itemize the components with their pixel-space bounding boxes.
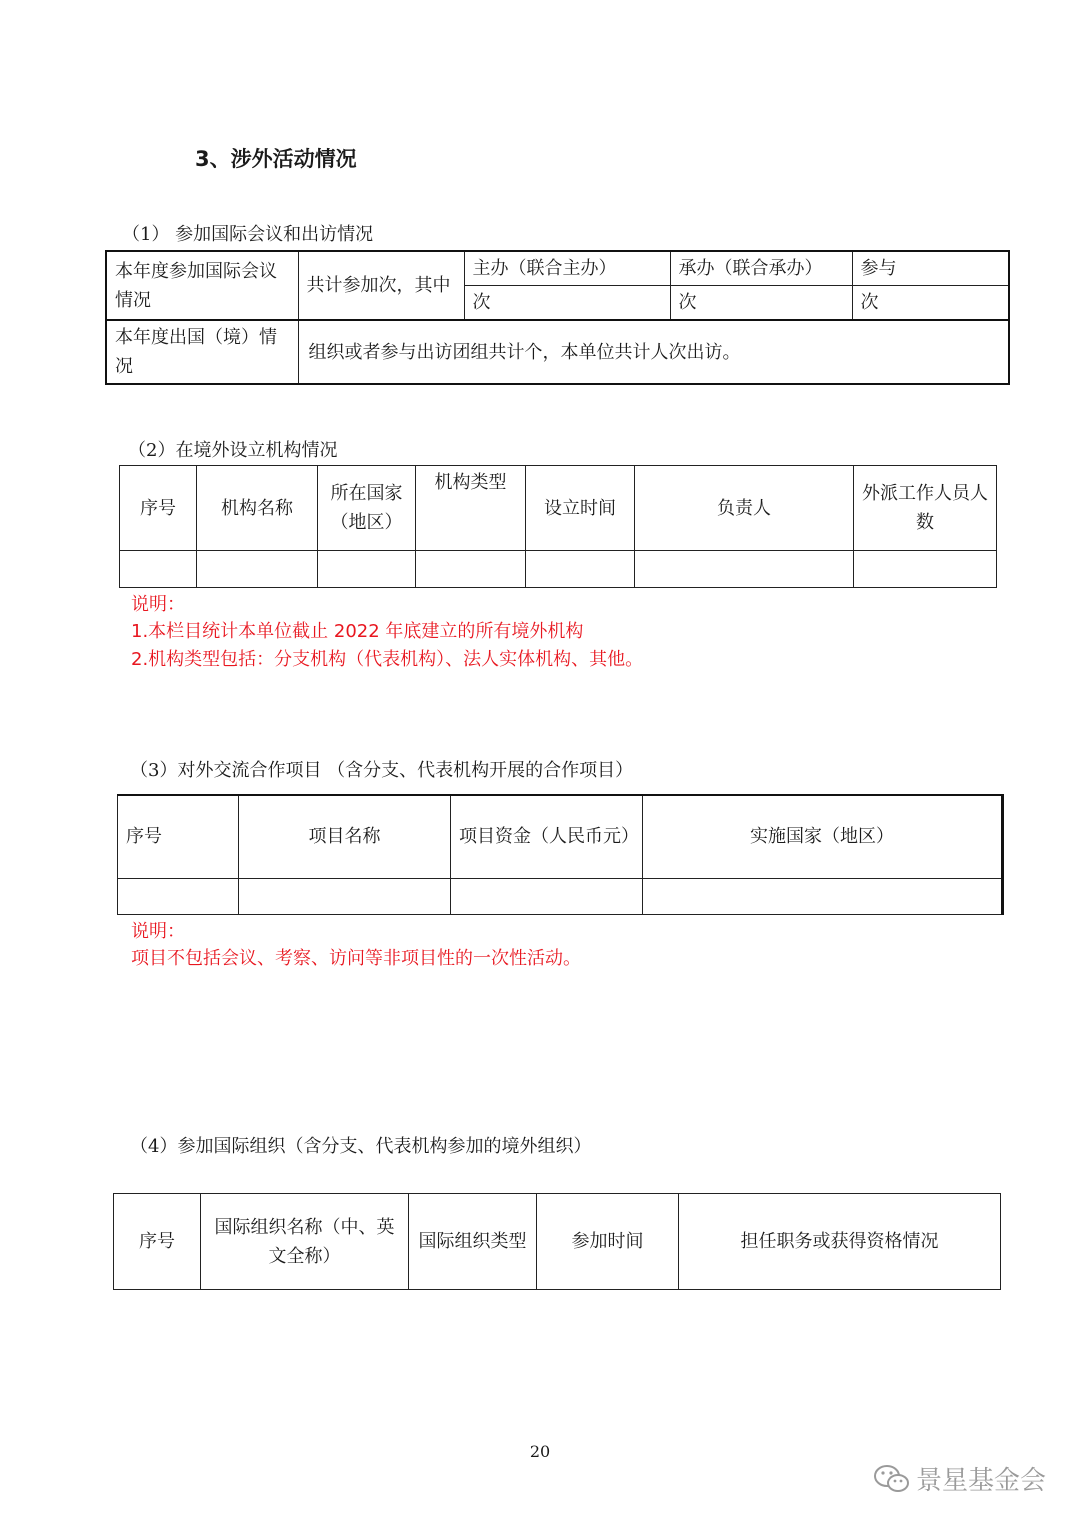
cooperation-project-table	[117, 794, 1004, 915]
table-header: 负责人	[635, 466, 854, 551]
s4-title: （4）参加国际组织（含分支、代表机构参加的境外组织）	[130, 1136, 592, 1157]
table-header: 参加时间	[537, 1194, 679, 1290]
wechat-icon	[872, 1462, 912, 1496]
empty-cell	[643, 878, 1003, 914]
visit-text: 组织或者参与出访团组共计个，本单位共计人次出访。	[298, 320, 1009, 384]
visit-label: 本年度出国（境）情况	[106, 320, 298, 384]
table-header: 国际组织名称（中、英文全称）	[201, 1194, 409, 1290]
meeting-total: 共计参加次，其中	[298, 251, 464, 320]
s2-note-1: 1.本栏目统计本单位截止 2022 年底建立的所有境外机构	[131, 621, 584, 642]
international-org-table	[113, 1193, 1001, 1290]
section-title: 3、涉外活动情况	[195, 147, 357, 171]
meeting-table	[105, 250, 1010, 385]
s1-title: （1） 参加国际会议和出访情况	[122, 224, 374, 245]
s3-title: （3）对外交流合作项目 （含分支、代表机构开展的合作项目）	[130, 760, 634, 781]
s3-note-1: 项目不包括会议、考察、访问等非项目性的一次性活动。	[131, 948, 581, 969]
watermark-text: 景星基金会	[915, 1466, 1046, 1496]
table-header: 机构类型	[416, 466, 526, 551]
empty-cell	[526, 551, 635, 588]
s3-note-title: 说明：	[131, 921, 185, 942]
empty-cell	[451, 878, 643, 914]
overseas-institution-table	[119, 465, 997, 588]
empty-cell	[239, 878, 451, 914]
empty-cell	[635, 551, 854, 588]
table-header: 实施国家（地区）	[643, 795, 1003, 878]
participate-times: 次	[852, 286, 1009, 321]
s2-note-2: 2.机构类型包括：分支机构（代表机构）、法人实体机构、其他。	[131, 649, 644, 670]
host-times: 次	[464, 286, 670, 321]
table-header: 国际组织类型	[409, 1194, 537, 1290]
empty-cell	[318, 551, 416, 588]
table-header: 序号	[118, 795, 239, 878]
table-header: 机构名称	[197, 466, 318, 551]
table-header: 担任职务或获得资格情况	[679, 1194, 1001, 1290]
table-header: 所在国家（地区）	[318, 466, 416, 551]
host-header: 主办（联合主办）	[464, 251, 670, 286]
table-header: 外派工作人员人数	[854, 466, 997, 551]
table-header: 项目资金（人民币元）	[451, 795, 643, 878]
organizer-header: 承办（联合承办）	[670, 251, 852, 286]
empty-cell	[416, 551, 526, 588]
organizer-times: 次	[670, 286, 852, 321]
empty-cell	[197, 551, 318, 588]
table-header: 项目名称	[239, 795, 451, 878]
s2-title: （2）在境外设立机构情况	[128, 440, 338, 461]
table-header: 序号	[120, 466, 197, 551]
meeting-label: 本年度参加国际会议情况	[106, 251, 298, 320]
page-number: 20	[529, 1442, 551, 1461]
table-header: 序号	[114, 1194, 201, 1290]
table-header: 设立时间	[526, 466, 635, 551]
empty-cell	[854, 551, 997, 588]
s2-note-title: 说明：	[131, 594, 185, 615]
empty-cell	[120, 551, 197, 588]
watermark	[872, 1460, 1046, 1497]
participate-header: 参与	[852, 251, 1009, 286]
empty-cell	[118, 878, 239, 914]
